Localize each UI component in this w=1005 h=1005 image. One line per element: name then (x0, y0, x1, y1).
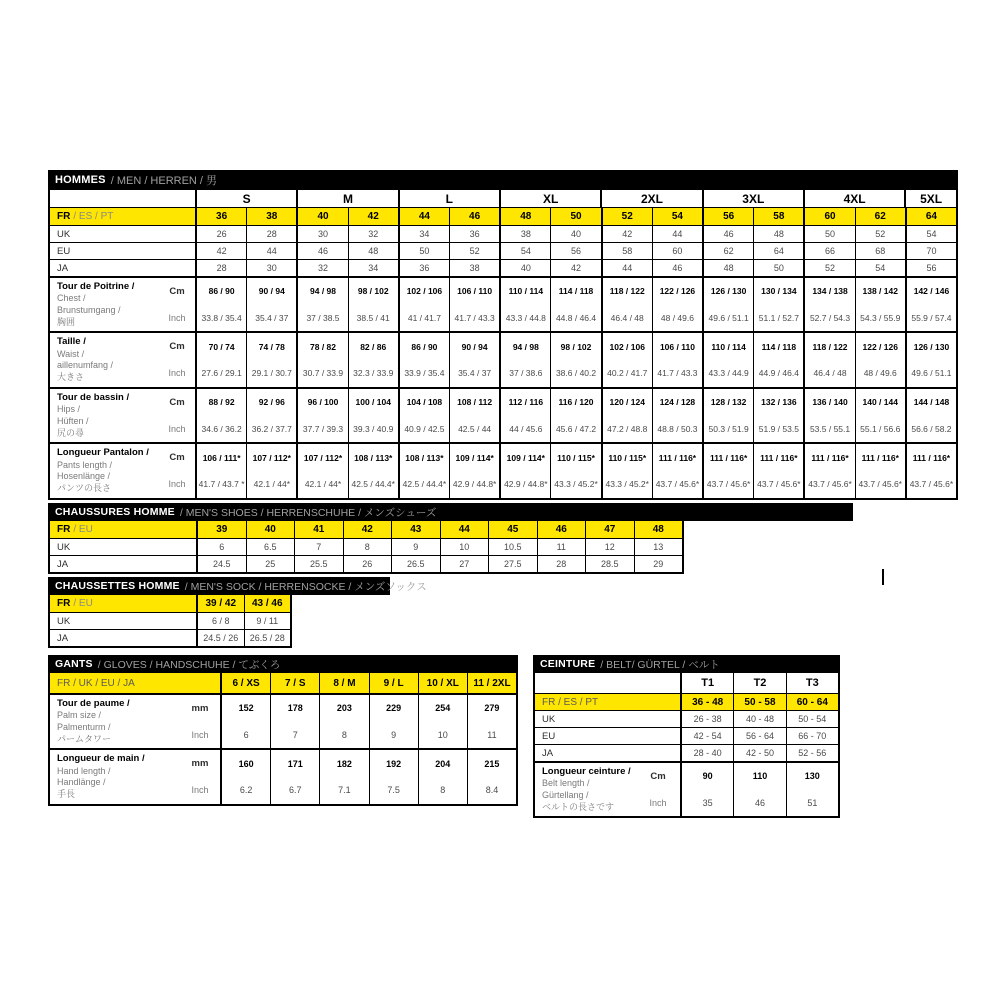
pants-length-value-cell: 109 / 114* 42.9 / 44.8* (499, 444, 550, 497)
ja-size-cell: 52 (803, 260, 854, 276)
gloves-size-row (50, 673, 516, 693)
belt-eu-size-cell: 42 - 54 (680, 728, 733, 744)
shoe-fr-size-cell: 41 (294, 521, 343, 538)
ja-size-cell: 34 (348, 260, 398, 276)
men-ja-label: JA (57, 262, 69, 274)
hips-value-cell: 116 / 120 45.6 / 47.2 (550, 389, 600, 442)
sock-uk-size-cell: 6 / 8 (196, 613, 244, 629)
ja-size-cell: 40 (499, 260, 550, 276)
eu-size-cell: 42 (195, 243, 246, 259)
shoe-ja-size-cell: 27.5 (488, 556, 537, 572)
shoes-fr-eu-row (50, 521, 682, 538)
belt-eu-row (535, 727, 838, 744)
hips-value-cell: 124 / 128 48.8 / 50.3 (652, 389, 702, 442)
hand-length-units: mm Inch (191, 758, 209, 796)
hips-label: Tour de bassin / Hips / Hüften / 尻の尋 Cm Inch (50, 389, 195, 442)
eu-size-cell: 62 (702, 243, 753, 259)
belt-fr-es-pt-label: FR / ES / PT (542, 696, 599, 708)
glove-size-cell: 6 / XS (220, 673, 270, 693)
size-group-cell: 5XL (904, 190, 956, 207)
uk-size-cell: 28 (246, 226, 296, 242)
pants-length-value-cell: 111 / 116* 43.7 / 45.6* (905, 444, 956, 497)
ja-size-cell: 54 (855, 260, 905, 276)
eu-size-cell: 50 (398, 243, 449, 259)
belt-table (533, 655, 840, 818)
fr-size-cell: 64 (905, 208, 956, 225)
uk-size-cell: 44 (652, 226, 702, 242)
waist-value-cell: 122 / 126 48 / 49.6 (855, 333, 905, 386)
belt-ja-row (535, 744, 838, 761)
ja-size-cell: 32 (296, 260, 347, 276)
shoe-uk-size-cell: 8 (343, 539, 392, 555)
belt-fr-size-cell: 50 - 58 (733, 694, 785, 710)
shoe-ja-size-cell: 26 (343, 556, 392, 572)
shoes-fr-eu-label: FR / EU (57, 524, 93, 535)
hand-length-value-cell: 192 7.5 (369, 750, 418, 803)
chest-value-cell: 106 / 110 41.7 / 43.3 (449, 278, 499, 331)
palm-value-cell: 254 10 (418, 695, 467, 748)
eu-size-cell: 52 (449, 243, 499, 259)
men-fr-es-pt-label: FR / ES / PT (57, 211, 114, 222)
belt-ja-size-cell: 52 - 56 (786, 745, 838, 761)
waist-value-cell: 74 / 78 29.1 / 30.7 (246, 333, 296, 386)
stray-mark (882, 569, 884, 585)
hand-length-label: Longueur de main / Hand length / Handlänge / 手長 mm Inch (50, 750, 220, 803)
men-shoes-table (48, 503, 684, 574)
belt-length-row (535, 761, 838, 816)
waist-value-cell: 114 / 118 44.9 / 46.4 (753, 333, 803, 386)
gloves-table-title: GANTS (55, 658, 93, 670)
pants-length-value-cell: 109 / 114* 42.9 / 44.8* (449, 444, 499, 497)
hand-length-value-cell: 160 6.2 (220, 750, 270, 803)
fr-size-cell: 52 (601, 208, 652, 225)
eu-size-cell: 58 (601, 243, 652, 259)
fr-size-cell: 40 (296, 208, 347, 225)
palm-value-cell: 178 7 (270, 695, 319, 748)
shoe-ja-size-cell: 29 (634, 556, 683, 572)
uk-size-cell: 42 (601, 226, 652, 242)
palm-value-cell: 229 9 (369, 695, 418, 748)
chest-value-cell: 126 / 130 49.6 / 51.1 (702, 278, 753, 331)
chest-value-cell: 90 / 94 35.4 / 37 (246, 278, 296, 331)
pants-length-measurement-row (50, 442, 956, 497)
hips-value-cell: 144 / 148 56.6 / 58.2 (905, 389, 956, 442)
socks-uk-row (50, 612, 290, 629)
fr-size-cell: 44 (398, 208, 449, 225)
shoes-uk-row (50, 538, 682, 555)
sock-ja-size-cell: 26.5 / 28 (244, 630, 291, 646)
gloves-table-title-translations: / GLOVES / HANDSCHUHE / てぶくろ (97, 658, 281, 671)
belt-uk-row (535, 710, 838, 727)
glove-size-cell: 10 / XL (418, 673, 467, 693)
hand-length-row (50, 748, 516, 803)
hips-value-cell: 104 / 108 40.9 / 42.5 (398, 389, 449, 442)
belt-length-label: Longueur ceinture / Belt length / Gürtellang / ベルトの長さです Cm Inch (535, 763, 680, 816)
belt-column-header-cell: T2 (733, 673, 785, 693)
shoe-uk-size-cell: 12 (585, 539, 634, 555)
belt-column-header-cell: T1 (680, 673, 733, 693)
shoe-ja-size-cell: 26.5 (391, 556, 440, 572)
men-table-header-bar (48, 170, 958, 190)
men-uk-row (50, 225, 956, 242)
socks-uk-label: UK (57, 615, 71, 627)
hips-value-cell: 140 / 144 55.1 / 56.6 (855, 389, 905, 442)
eu-size-cell: 64 (753, 243, 803, 259)
shoe-fr-size-cell: 42 (343, 521, 392, 538)
belt-length-value-cell: 130 51 (786, 763, 838, 816)
hips-value-cell: 100 / 104 39.3 / 40.9 (348, 389, 398, 442)
fr-size-cell: 36 (195, 208, 246, 225)
men-fr-es-pt-row (50, 207, 956, 225)
fr-size-cell: 62 (855, 208, 905, 225)
belt-length-value-cell: 110 46 (733, 763, 785, 816)
shoe-ja-size-cell: 28.5 (585, 556, 634, 572)
chest-measurement-row (50, 276, 956, 331)
sock-fr-size-cell: 39 / 42 (196, 595, 244, 612)
eu-size-cell: 66 (803, 243, 854, 259)
hand-length-value-cell: 215 8.4 (467, 750, 516, 803)
men-eu-row (50, 242, 956, 259)
shoe-fr-size-cell: 39 (196, 521, 246, 538)
hips-value-cell: 96 / 100 37.7 / 39.3 (296, 389, 347, 442)
eu-size-cell: 56 (550, 243, 600, 259)
belt-ja-size-cell: 28 - 40 (680, 745, 733, 761)
hips-value-cell: 132 / 136 51.9 / 53.5 (753, 389, 803, 442)
size-group-row (50, 190, 956, 207)
shoe-fr-size-cell: 46 (537, 521, 586, 538)
chest-value-cell: 138 / 142 54.3 / 55.9 (855, 278, 905, 331)
uk-size-cell: 26 (195, 226, 246, 242)
eu-size-cell: 70 (905, 243, 956, 259)
ja-size-cell: 50 (753, 260, 803, 276)
belt-ja-size-cell: 42 - 50 (733, 745, 785, 761)
eu-size-cell: 46 (296, 243, 347, 259)
shoe-uk-size-cell: 13 (634, 539, 683, 555)
belt-fr-es-pt-row (535, 693, 838, 710)
shoes-header-bar (48, 503, 853, 521)
belt-uk-size-cell: 40 - 48 (733, 711, 785, 727)
belt-eu-size-cell: 56 - 64 (733, 728, 785, 744)
waist-measurement-row (50, 331, 956, 386)
hips-value-cell: 108 / 112 42.5 / 44 (449, 389, 499, 442)
uk-size-cell: 54 (905, 226, 956, 242)
shoe-ja-size-cell: 28 (537, 556, 586, 572)
waist-value-cell: 98 / 102 38.6 / 40.2 (550, 333, 600, 386)
pants-length-value-cell: 110 / 115* 43.3 / 45.2* (601, 444, 652, 497)
men-socks-table (48, 577, 427, 648)
uk-size-cell: 46 (702, 226, 753, 242)
uk-size-cell: 38 (499, 226, 550, 242)
size-group-cell: L (398, 190, 499, 207)
shoe-ja-size-cell: 24.5 (196, 556, 246, 572)
shoe-uk-size-cell: 7 (294, 539, 343, 555)
uk-size-cell: 48 (753, 226, 803, 242)
belt-columns-row (535, 673, 838, 693)
ja-size-cell: 46 (652, 260, 702, 276)
size-group-cell: M (296, 190, 397, 207)
pants-length-value-cell: 106 / 111* 41.7 / 43.7 * (195, 444, 246, 497)
size-group-row-spacer (50, 190, 195, 207)
fr-size-cell: 60 (803, 208, 854, 225)
shoe-ja-size-cell: 25 (246, 556, 295, 572)
chest-value-cell: 114 / 118 44.8 / 46.4 (550, 278, 600, 331)
waist-value-cell: 70 / 74 27.6 / 29.1 (195, 333, 246, 386)
waist-value-cell: 106 / 110 41.7 / 43.3 (652, 333, 702, 386)
socks-fr-eu-row (50, 595, 290, 612)
hips-value-cell: 92 / 96 36.2 / 37.7 (246, 389, 296, 442)
belt-columns-spacer (535, 673, 680, 693)
men-uk-label: UK (57, 228, 71, 240)
palm-size-label: Tour de paume / Palm size / Palmenturm / パームタワー mm Inch (50, 695, 220, 748)
belt-table-title-translations: / BELT/ GÜRTEL / ベルト (600, 658, 720, 671)
hips-value-cell: 128 / 132 50.3 / 51.9 (702, 389, 753, 442)
hips-value-cell: 120 / 124 47.2 / 48.8 (601, 389, 652, 442)
shoes-table-title: CHAUSSURES HOMME (55, 506, 175, 518)
shoe-ja-size-cell: 25.5 (294, 556, 343, 572)
palm-value-cell: 152 6 (220, 695, 270, 748)
glove-size-cell: 8 / M (319, 673, 368, 693)
shoes-uk-label: UK (57, 541, 71, 553)
belt-length-value-cell: 90 35 (680, 763, 733, 816)
belt-ja-label: JA (542, 747, 554, 759)
ja-size-cell: 56 (905, 260, 956, 276)
gloves-header-bar (48, 655, 518, 673)
belt-fr-size-cell: 60 - 64 (786, 694, 838, 710)
palm-size-row (50, 693, 516, 748)
hand-length-value-cell: 182 7.1 (319, 750, 368, 803)
sock-ja-size-cell: 24.5 / 26 (196, 630, 244, 646)
chest-value-cell: 110 / 114 43.3 / 44.8 (499, 278, 550, 331)
waist-label: Taille / Waist / aillenumfang / 大きさ Cm Inch (50, 333, 195, 386)
chest-value-cell: 86 / 90 33.8 / 35.4 (195, 278, 246, 331)
pants-length-value-cell: 108 / 113* 42.5 / 44.4* (348, 444, 398, 497)
ja-size-cell: 28 (195, 260, 246, 276)
men-table-title-translations: / MEN / HERREN / 男 (110, 175, 218, 187)
belt-eu-label: EU (542, 730, 556, 742)
uk-size-cell: 50 (803, 226, 854, 242)
palm-value-cell: 203 8 (319, 695, 368, 748)
chest-value-cell: 98 / 102 38.5 / 41 (348, 278, 398, 331)
pants-length-value-cell: 111 / 116* 43.7 / 45.6* (803, 444, 854, 497)
glove-size-cell: 11 / 2XL (467, 673, 516, 693)
belt-length-units: Cm Inch (649, 770, 667, 809)
fr-size-cell: 58 (753, 208, 803, 225)
belt-uk-label: UK (542, 713, 556, 725)
shoe-uk-size-cell: 6 (196, 539, 246, 555)
uk-size-cell: 52 (855, 226, 905, 242)
eu-size-cell: 48 (348, 243, 398, 259)
ja-size-cell: 30 (246, 260, 296, 276)
ja-size-cell: 48 (702, 260, 753, 276)
chest-label: Tour de Poitrine / Chest / Brunstumgang / 胸囲 Cm Inch (50, 278, 195, 331)
size-group-cell: XL (499, 190, 600, 207)
ja-size-cell: 38 (449, 260, 499, 276)
shoe-fr-size-cell: 45 (488, 521, 537, 538)
socks-ja-label: JA (57, 632, 69, 644)
shoe-ja-size-cell: 27 (440, 556, 489, 572)
pants-length-value-cell: 107 / 112* 42.1 / 44* (296, 444, 347, 497)
uk-size-cell: 34 (398, 226, 449, 242)
size-group-cell: 3XL (702, 190, 803, 207)
shoe-uk-size-cell: 10.5 (488, 539, 537, 555)
chest-value-cell: 118 / 122 46.4 / 48 (601, 278, 652, 331)
men-ja-row (50, 259, 956, 276)
chest-value-cell: 130 / 134 51.1 / 52.7 (753, 278, 803, 331)
gloves-table (48, 655, 518, 806)
hips-value-cell: 112 / 116 44 / 45.6 (499, 389, 550, 442)
uk-size-cell: 36 (449, 226, 499, 242)
socks-fr-eu-label: FR / EU (57, 598, 93, 609)
fr-size-cell: 48 (499, 208, 550, 225)
hand-length-value-cell: 204 8 (418, 750, 467, 803)
glove-size-cell: 9 / L (369, 673, 418, 693)
eu-size-cell: 44 (246, 243, 296, 259)
pants-length-value-cell: 111 / 116* 43.7 / 45.6* (702, 444, 753, 497)
fr-size-cell: 56 (702, 208, 753, 225)
fr-size-cell: 38 (246, 208, 296, 225)
shoe-uk-size-cell: 10 (440, 539, 489, 555)
palm-value-cell: 279 11 (467, 695, 516, 748)
shoes-ja-label: JA (57, 558, 69, 570)
waist-value-cell: 102 / 106 40.2 / 41.7 (601, 333, 652, 386)
waist-units: Cm Inch (168, 341, 186, 379)
fr-size-cell: 42 (348, 208, 398, 225)
size-group-cell: S (195, 190, 296, 207)
ja-size-cell: 42 (550, 260, 600, 276)
belt-eu-size-cell: 66 - 70 (786, 728, 838, 744)
eu-size-cell: 68 (855, 243, 905, 259)
hips-value-cell: 88 / 92 34.6 / 36.2 (195, 389, 246, 442)
belt-header-bar (533, 655, 840, 673)
palm-units: mm Inch (191, 702, 209, 741)
belt-uk-size-cell: 26 - 38 (680, 711, 733, 727)
ja-size-cell: 44 (601, 260, 652, 276)
sock-fr-size-cell: 43 / 46 (244, 595, 291, 612)
belt-fr-size-cell: 36 - 48 (680, 694, 733, 710)
fr-size-cell: 50 (550, 208, 600, 225)
hips-measurement-row (50, 387, 956, 442)
size-group-cell: 4XL (803, 190, 904, 207)
size-group-cell: 2XL (600, 190, 701, 207)
fr-size-cell: 46 (449, 208, 499, 225)
chest-value-cell: 122 / 126 48 / 49.6 (652, 278, 702, 331)
shoes-table-title-translations: / MEN'S SHOES / HERRENSCHUHE / メンズシューズ (179, 506, 437, 519)
uk-size-cell: 32 (348, 226, 398, 242)
eu-size-cell: 54 (499, 243, 550, 259)
shoe-uk-size-cell: 6.5 (246, 539, 295, 555)
shoe-fr-size-cell: 40 (246, 521, 295, 538)
socks-header-bar (48, 577, 427, 595)
pants-length-units: Cm Inch (168, 452, 186, 490)
uk-size-cell: 30 (296, 226, 347, 242)
waist-value-cell: 94 / 98 37 / 38.6 (499, 333, 550, 386)
socks-table-title-translations: / MEN'S SOCK / HERRENSOCKE / メンズソックス (184, 580, 427, 593)
hips-units: Cm Inch (168, 396, 186, 434)
fr-size-cell: 54 (652, 208, 702, 225)
shoe-fr-size-cell: 44 (440, 521, 489, 538)
waist-value-cell: 126 / 130 49.6 / 51.1 (905, 333, 956, 386)
pants-length-value-cell: 111 / 116* 43.7 / 45.6* (753, 444, 803, 497)
hand-length-value-cell: 171 6.7 (270, 750, 319, 803)
pants-length-value-cell: 108 / 113* 42.5 / 44.4* (398, 444, 449, 497)
glove-size-cell: 7 / S (270, 673, 319, 693)
socks-ja-row (50, 629, 290, 646)
shoe-fr-size-cell: 43 (391, 521, 440, 538)
men-size-table (48, 170, 958, 500)
waist-value-cell: 86 / 90 33.9 / 35.4 (398, 333, 449, 386)
pants-length-value-cell: 111 / 116* 43.7 / 45.6* (855, 444, 905, 497)
shoe-fr-size-cell: 47 (585, 521, 634, 538)
chest-units: Cm Inch (168, 285, 186, 324)
socks-table-title: CHAUSSETTES HOMME (55, 580, 180, 592)
pants-length-value-cell: 107 / 112* 42.1 / 44* (246, 444, 296, 497)
waist-value-cell: 110 / 114 43.3 / 44.9 (702, 333, 753, 386)
belt-column-header-cell: T3 (786, 673, 838, 693)
waist-value-cell: 90 / 94 35.4 / 37 (449, 333, 499, 386)
chest-value-cell: 142 / 146 55.9 / 57.4 (905, 278, 956, 331)
waist-value-cell: 82 / 86 32.3 / 33.9 (348, 333, 398, 386)
hips-value-cell: 136 / 140 53.5 / 55.1 (803, 389, 854, 442)
belt-uk-size-cell: 50 - 54 (786, 711, 838, 727)
belt-table-title: CEINTURE (540, 658, 596, 670)
pants-length-label: Longueur Pantalon / Pants length / Hosenlänge / パンツの長さ Cm Inch (50, 444, 195, 497)
shoe-fr-size-cell: 48 (634, 521, 683, 538)
chest-value-cell: 94 / 98 37 / 38.5 (296, 278, 347, 331)
sock-uk-size-cell: 9 / 11 (244, 613, 291, 629)
chest-value-cell: 134 / 138 52.7 / 54.3 (803, 278, 854, 331)
eu-size-cell: 60 (652, 243, 702, 259)
shoe-uk-size-cell: 9 (391, 539, 440, 555)
men-eu-label: EU (57, 245, 71, 257)
shoe-uk-size-cell: 11 (537, 539, 586, 555)
chest-value-cell: 102 / 106 41 / 41.7 (398, 278, 449, 331)
uk-size-cell: 40 (550, 226, 600, 242)
waist-value-cell: 118 / 122 46.4 / 48 (803, 333, 854, 386)
ja-size-cell: 36 (398, 260, 449, 276)
shoes-ja-row (50, 555, 682, 572)
waist-value-cell: 78 / 82 30.7 / 33.9 (296, 333, 347, 386)
pants-length-value-cell: 110 / 115* 43.3 / 45.2* (550, 444, 600, 497)
gloves-size-row-label: FR / UK / EU / JA (57, 677, 135, 689)
men-table-title: HOMMES (55, 174, 106, 186)
pants-length-value-cell: 111 / 116* 43.7 / 45.6* (652, 444, 702, 497)
